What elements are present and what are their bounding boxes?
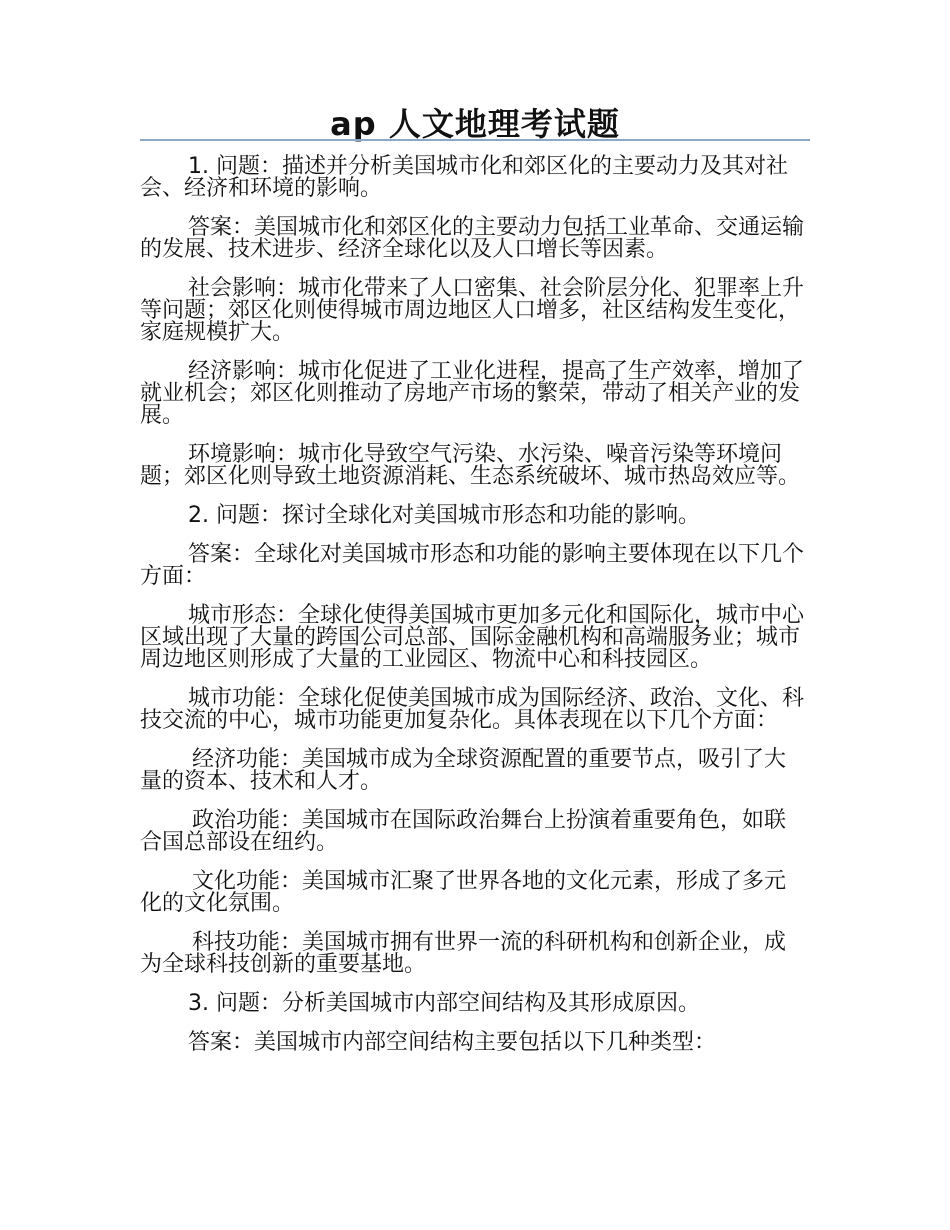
paragraph: 经济影响：城市化促进了工业化进程，提高了生产效率，增加了就业机会；郊区化则推动了房地产市场的繁荣，带动了相关产业的发展。 <box>140 359 805 428</box>
paragraph: 1. 问题：描述并分析美国城市化和郊区化的主要动力及其对社会、经济和环境的影响。 <box>140 154 788 201</box>
paragraph: 3. 问题：分析美国城市内部空间结构及其形成原因。 <box>188 991 700 1016</box>
paragraph: 政治功能：美国城市在国际政治舞台上扮演着重要角色，如联合国总部设在纽约。 <box>140 808 787 855</box>
paragraph: 文化功能：美国城市汇聚了世界各地的文化元素，形成了多元化的文化氛围。 <box>140 869 787 916</box>
title-underline <box>140 139 810 141</box>
document-title: ap 人文地理考试题 <box>330 105 620 143</box>
paragraph: 城市形态：全球化使得美国城市更加多元化和国际化，城市中心区域出现了大量的跨国公司总部、国际金融机构和高端服务业；城市周边地区则形成了大量的工业园区、物流中心和科技园区。 <box>140 603 805 672</box>
paragraph: 科技功能：美国城市拥有世界一流的科研机构和创新企业，成为全球科技创新的重要基地。 <box>140 930 787 977</box>
paragraph: 经济功能：美国城市成为全球资源配置的重要节点，吸引了大量的资本、技术和人才。 <box>140 747 787 794</box>
paragraph: 2. 问题：探讨全球化对美国城市形态和功能的影响。 <box>188 503 700 528</box>
paragraph: 答案：美国城市化和郊区化的主要动力包括工业革命、交通运输的发展、技术进步、经济全球化以及人口增长等因素。 <box>140 215 805 262</box>
paragraph: 社会影响：城市化带来了人口密集、社会阶层分化、犯罪率上升等问题；郊区化则使得城市周边地区人口增多，社区结构发生变化，家庭规模扩大。 <box>140 276 805 345</box>
paragraph: 城市功能：全球化促使美国城市成为国际经济、政治、文化、科技交流的中心，城市功能更加复杂化。具体表现在以下几个方面： <box>140 686 805 733</box>
document-body <box>140 156 810 1071</box>
paragraph: 答案：全球化对美国城市形态和功能的影响主要体现在以下几个方面： <box>140 542 805 589</box>
paragraph: 答案：美国城市内部空间结构主要包括以下几种类型： <box>188 1030 717 1055</box>
paragraph: 环境影响：城市化导致空气污染、水污染、噪音污染等环境问题；郊区化则导致土地资源消耗、生态系统破坏、城市热岛效应等。 <box>140 442 801 489</box>
